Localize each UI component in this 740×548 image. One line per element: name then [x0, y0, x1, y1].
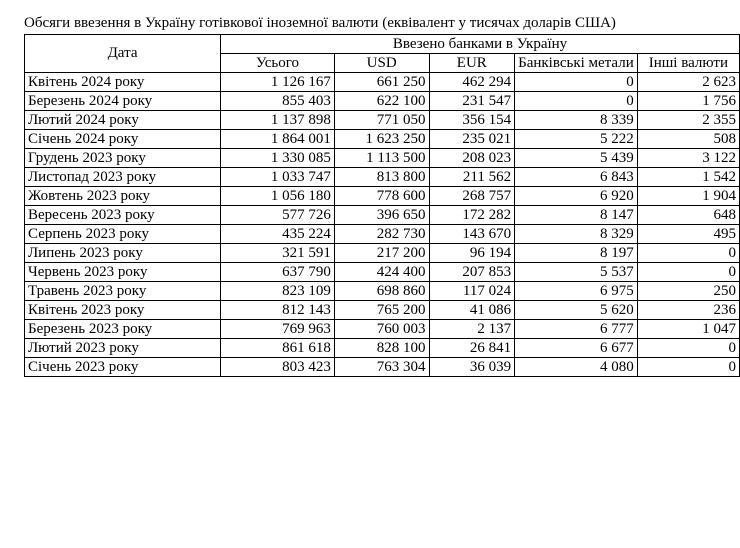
- table-row: [25, 225, 740, 244]
- row-value-cell: 1 137 898: [221, 111, 335, 130]
- row-value-cell: 1 542: [637, 168, 739, 187]
- row-date-cell: Квітень 2024 року: [25, 73, 221, 92]
- currency-import-table: [24, 34, 740, 377]
- row-value-cell: 208 023: [429, 149, 515, 168]
- table-row: [25, 187, 740, 206]
- row-value-cell: 0: [515, 92, 638, 111]
- row-value-cell: 823 109: [221, 282, 335, 301]
- table-body: [25, 73, 740, 377]
- table-row: [25, 130, 740, 149]
- row-value-cell: 41 086: [429, 301, 515, 320]
- row-value-cell: 771 050: [334, 111, 429, 130]
- row-value-cell: 250: [637, 282, 739, 301]
- table-row: [25, 263, 740, 282]
- row-value-cell: 812 143: [221, 301, 335, 320]
- row-value-cell: 117 024: [429, 282, 515, 301]
- row-value-cell: 1 056 180: [221, 187, 335, 206]
- table-title: Обсяги ввезення в Україну готівкової іноземної валюти (еквівалент у тисячах доларів США): [24, 15, 616, 31]
- row-value-cell: 8 339: [515, 111, 638, 130]
- row-value-cell: 5 439: [515, 149, 638, 168]
- row-date-cell: Грудень 2023 року: [25, 149, 221, 168]
- row-value-cell: 0: [515, 73, 638, 92]
- row-value-cell: 661 250: [334, 73, 429, 92]
- row-value-cell: 2 355: [637, 111, 739, 130]
- row-value-cell: 495: [637, 225, 739, 244]
- table-row: [25, 301, 740, 320]
- row-date-cell: Квітень 2023 року: [25, 301, 221, 320]
- row-value-cell: 828 100: [334, 339, 429, 358]
- table-row: [25, 339, 740, 358]
- row-value-cell: 4 080: [515, 358, 638, 377]
- row-date-cell: Січень 2023 року: [25, 358, 221, 377]
- row-value-cell: 268 757: [429, 187, 515, 206]
- column-header-usd: USD: [334, 54, 429, 73]
- row-value-cell: 231 547: [429, 92, 515, 111]
- row-value-cell: 321 591: [221, 244, 335, 263]
- row-value-cell: 637 790: [221, 263, 335, 282]
- row-value-cell: 1 864 001: [221, 130, 335, 149]
- row-value-cell: 5 222: [515, 130, 638, 149]
- row-value-cell: 8 329: [515, 225, 638, 244]
- row-value-cell: 143 670: [429, 225, 515, 244]
- row-value-cell: 462 294: [429, 73, 515, 92]
- row-value-cell: 1 113 500: [334, 149, 429, 168]
- row-date-cell: Лютий 2023 року: [25, 339, 221, 358]
- row-value-cell: 8 197: [515, 244, 638, 263]
- row-date-cell: Травень 2023 року: [25, 282, 221, 301]
- row-value-cell: 211 562: [429, 168, 515, 187]
- row-value-cell: 236: [637, 301, 739, 320]
- row-value-cell: 6 677: [515, 339, 638, 358]
- row-value-cell: 3 122: [637, 149, 739, 168]
- row-value-cell: 6 843: [515, 168, 638, 187]
- row-value-cell: 765 200: [334, 301, 429, 320]
- table-row: [25, 244, 740, 263]
- row-value-cell: 2 137: [429, 320, 515, 339]
- row-date-cell: Липень 2023 року: [25, 244, 221, 263]
- table-row: [25, 358, 740, 377]
- row-value-cell: 282 730: [334, 225, 429, 244]
- table-row: [25, 149, 740, 168]
- row-value-cell: 1 904: [637, 187, 739, 206]
- row-value-cell: 217 200: [334, 244, 429, 263]
- row-value-cell: 698 860: [334, 282, 429, 301]
- row-value-cell: 1 047: [637, 320, 739, 339]
- row-value-cell: 763 304: [334, 358, 429, 377]
- row-value-cell: 424 400: [334, 263, 429, 282]
- row-value-cell: 207 853: [429, 263, 515, 282]
- table-row: [25, 73, 740, 92]
- row-value-cell: 0: [637, 358, 739, 377]
- row-value-cell: 577 726: [221, 206, 335, 225]
- column-header-eur: EUR: [429, 54, 515, 73]
- row-value-cell: 172 282: [429, 206, 515, 225]
- row-value-cell: 0: [637, 339, 739, 358]
- row-date-cell: Червень 2023 року: [25, 263, 221, 282]
- column-header-bank-metals: Банківські метали: [515, 54, 638, 73]
- table-row: [25, 206, 740, 225]
- column-header-other-currencies: Інші валюти: [637, 54, 739, 73]
- row-value-cell: 622 100: [334, 92, 429, 111]
- row-date-cell: Березень 2023 року: [25, 320, 221, 339]
- imported-by-banks-header: Ввезено банками в Україну: [221, 35, 740, 54]
- row-value-cell: 861 618: [221, 339, 335, 358]
- row-value-cell: 803 423: [221, 358, 335, 377]
- row-value-cell: 769 963: [221, 320, 335, 339]
- row-value-cell: 6 920: [515, 187, 638, 206]
- row-date-cell: Березень 2024 року: [25, 92, 221, 111]
- row-value-cell: 235 021: [429, 130, 515, 149]
- row-value-cell: 26 841: [429, 339, 515, 358]
- table-row: [25, 111, 740, 130]
- row-date-cell: Серпень 2023 року: [25, 225, 221, 244]
- table-row: [25, 282, 740, 301]
- row-value-cell: 2 623: [637, 73, 739, 92]
- row-value-cell: 396 650: [334, 206, 429, 225]
- row-value-cell: 855 403: [221, 92, 335, 111]
- row-value-cell: 6 975: [515, 282, 638, 301]
- row-value-cell: 5 620: [515, 301, 638, 320]
- row-value-cell: 778 600: [334, 187, 429, 206]
- row-value-cell: 435 224: [221, 225, 335, 244]
- row-date-cell: Лютий 2024 року: [25, 111, 221, 130]
- row-value-cell: 1 033 747: [221, 168, 335, 187]
- table-row: [25, 320, 740, 339]
- date-column-header: Дата: [25, 35, 221, 73]
- column-header-total: Усього: [221, 54, 335, 73]
- row-value-cell: 6 777: [515, 320, 638, 339]
- table-row: [25, 168, 740, 187]
- row-value-cell: 36 039: [429, 358, 515, 377]
- row-value-cell: 1 126 167: [221, 73, 335, 92]
- row-value-cell: 1 623 250: [334, 130, 429, 149]
- row-date-cell: Вересень 2023 року: [25, 206, 221, 225]
- row-date-cell: Жовтень 2023 року: [25, 187, 221, 206]
- row-value-cell: 356 154: [429, 111, 515, 130]
- row-value-cell: 648: [637, 206, 739, 225]
- table-row: [25, 92, 740, 111]
- row-value-cell: 8 147: [515, 206, 638, 225]
- row-value-cell: 0: [637, 244, 739, 263]
- row-value-cell: 1 756: [637, 92, 739, 111]
- row-value-cell: 5 537: [515, 263, 638, 282]
- row-value-cell: 0: [637, 263, 739, 282]
- row-value-cell: 96 194: [429, 244, 515, 263]
- row-date-cell: Січень 2024 року: [25, 130, 221, 149]
- row-value-cell: 760 003: [334, 320, 429, 339]
- row-date-cell: Листопад 2023 року: [25, 168, 221, 187]
- row-value-cell: 508: [637, 130, 739, 149]
- row-value-cell: 1 330 085: [221, 149, 335, 168]
- row-value-cell: 813 800: [334, 168, 429, 187]
